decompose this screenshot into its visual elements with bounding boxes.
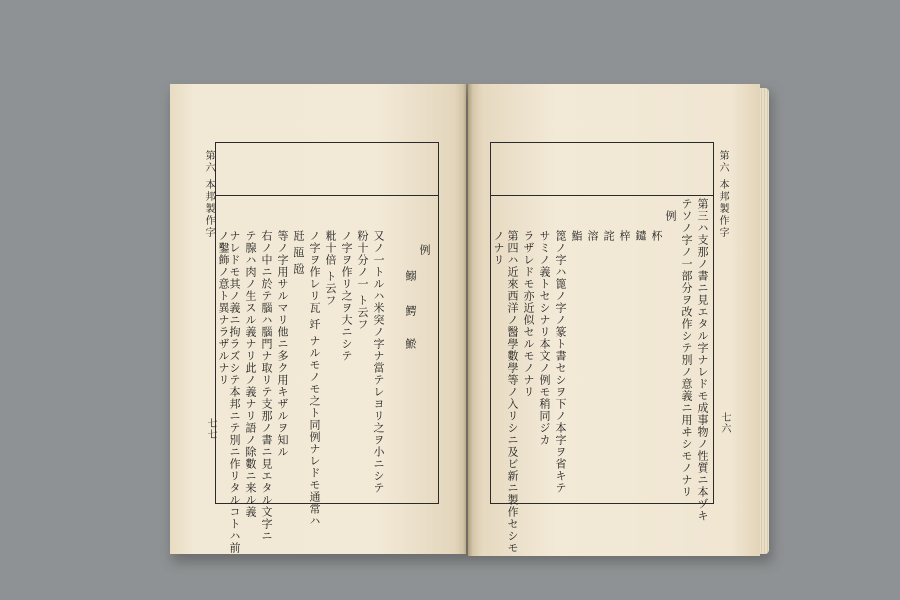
left-col-1: 例 xyxy=(418,244,431,256)
left-col-2: 鰯 xyxy=(404,270,417,282)
right-col-9: 鮨 xyxy=(570,230,583,242)
left-col-4: 鯲 xyxy=(404,338,417,350)
right-col-1: 第三ハ支那ノ書ニ見エタル字ナレドモ成事物ノ性質ニ本ヅキ xyxy=(696,198,709,522)
left-col-8: 粃十倍 ト云フ xyxy=(324,230,337,307)
right-col-11: サミノ義トセシナリ本文ノ例モ稍同ジカ xyxy=(538,230,551,446)
right-col-2: テソノ字ノ一部分ヲ改作シテ別ノ意義ニ用ヰシモノナリ xyxy=(680,198,693,498)
right-col-8: 溶 xyxy=(586,230,599,242)
left-col-6: 粉十分ノ一 ト云フ xyxy=(356,230,369,331)
right-col-7: 詫 xyxy=(602,230,615,242)
right-col-10: 箆ノ字ハ篦ノ字ノ篆ト書セシヲ下ノ本字ヲ省キテ xyxy=(554,230,567,494)
left-col-12: 右ノ中ニ於テ腦ハ腦門ナ取リテ支那ノ書ニ見エタル文字ニ xyxy=(260,230,273,542)
left-col-10: 瓩 瓸 瓰 xyxy=(292,230,305,275)
left-running-head: 第六 本邦製作字 xyxy=(203,150,214,240)
right-col-12: ラザレドモ亦近似セルモノナリ xyxy=(522,230,535,398)
left-col-14: ナレドモ其ノ義ニ拘ラズシテ本邦ニテ別ニ作リタルコトハ前 xyxy=(228,230,241,554)
right-col-14: ノナリ xyxy=(492,230,505,266)
left-col-9: ノ字ヲ作レリ瓦 竏 ナルモノモ之ト同例ナレドモ通常ハ xyxy=(308,230,321,527)
right-col-4: 杯 xyxy=(650,230,663,242)
left-col-13: テ腺ハ肉ノ生スル義ナリ此ノ義ナリ語ノ除數ニ来ル義 xyxy=(244,230,257,518)
left-col-5: 又ノ一トルハ米突ノ字ナ當テレヨリ之ヲ小ニシテ xyxy=(372,230,385,494)
left-col-11: 等ノ字用サルマリ他ニ多ク用キザルヲ知ル xyxy=(276,230,289,458)
left-col-15: ノ鑿飾ノ意ト異ナラザルナリ xyxy=(217,230,230,386)
left-col-7: ノ字ヲ作リ之ヲ大ニシテ xyxy=(340,230,353,362)
right-page-number: 七六 xyxy=(719,412,730,434)
right-col-3: 例 xyxy=(664,210,677,222)
left-col-3: 鰐 xyxy=(404,305,417,317)
right-col-13: 第四ハ近來西洋ノ醫學數學等ノ入リシニ及ビ新ニ製作セシモ xyxy=(506,230,519,554)
book-gutter xyxy=(463,84,473,556)
right-running-head: 第六 本邦製作字 xyxy=(717,150,728,240)
right-col-6: 梓 xyxy=(618,230,631,242)
right-col-5: 鑓 xyxy=(634,230,647,242)
left-page-number: 七七 xyxy=(205,418,216,440)
